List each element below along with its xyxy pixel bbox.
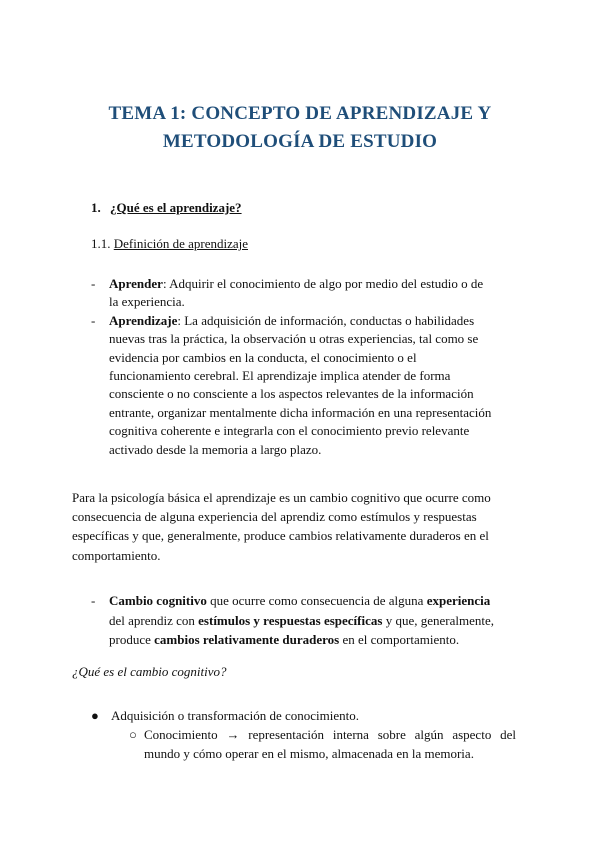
definition-text: cognitiva coherente e integrarla con el conocimiento previo relevante: [109, 423, 470, 439]
page-title: [0, 100, 600, 156]
question-heading: ¿Qué es el cambio cognitivo?: [72, 664, 227, 679]
bold-term: cambios relativamente duraderos: [154, 632, 340, 648]
definition-term: Aprender: [109, 276, 163, 291]
definition-text: : La adquisición de información, conductas o habilidades: [177, 312, 475, 328]
paragraph-line: específicas y que, generalmente, produce cambios relativamente duraderos en el: [72, 528, 489, 544]
summary-text: en el comportamiento.: [339, 632, 460, 648]
title-line-1: TEMA 1: CONCEPTO DE APRENDIZAJE Y: [108, 103, 492, 124]
definition-list: [91, 275, 531, 459]
section-heading: [91, 200, 242, 216]
bullet-list: [91, 706, 531, 763]
summary-text: que ocurre como consecuencia de alguna: [206, 593, 427, 608]
sub-list-item-text: Conocimiento → representación interna sobre algún aspecto del: [144, 727, 516, 742]
sub-list-item: [129, 725, 516, 763]
section-title: ¿Qué es el aprendizaje?: [110, 200, 242, 215]
summary-text: del aprendiz con: [109, 612, 199, 628]
definition-text: activado desde la memoria a largo plazo.: [109, 441, 322, 457]
summary-item: [91, 591, 549, 650]
definition-aprender: [91, 275, 531, 312]
definition-text: funcionamiento cerebral. El aprendizaje implica atender de forma: [109, 368, 451, 384]
definition-text: consciente o no consciente a los aspectos relevantes de la información: [109, 386, 474, 402]
definition-text: entrante, organizar mentalmente dicha información en una representación: [109, 404, 492, 420]
paragraph-line: comportamiento.: [72, 547, 161, 563]
definition-text: la experiencia.: [109, 294, 185, 310]
section-number: 1.: [91, 200, 101, 215]
definition-aprendizaje: [91, 312, 531, 459]
paragraph-line: Para la psicología básica el aprendizaje es un cambio cognitivo que ocurre como: [72, 490, 491, 505]
sub-list-item-text: mundo y cómo operar en el mismo, almacenada en la memoria.: [144, 746, 474, 761]
bullet-dot-icon: ●: [91, 708, 99, 723]
definition-term: Aprendizaje: [109, 312, 178, 328]
body-paragraph: [72, 488, 532, 565]
definition-text: nuevas tras la práctica, la observación u otras experiencias, tal como se: [109, 331, 479, 347]
list-item-text: Adquisición o transformación de conocimiento.: [111, 708, 360, 723]
summary-text: y que, generalmente,: [382, 612, 494, 628]
summary-text: produce: [109, 632, 155, 648]
bold-term: experiencia: [426, 593, 491, 608]
paragraph-line: consecuencia de alguna experiencia del aprendiz como estímulos y respuestas: [72, 509, 477, 525]
definition-text: : Adquirir el conocimiento de algo por medio del estudio o de: [162, 276, 484, 291]
subsection-heading: [91, 236, 248, 252]
subsection-number: 1.1.: [91, 236, 111, 251]
title-line-2: METODOLOGÍA DE ESTUDIO: [162, 131, 438, 152]
definition-text: evidencia por cambios en la conducta, el conocimiento o el: [109, 349, 417, 365]
bold-term: Cambio cognitivo: [109, 593, 207, 608]
bold-term: estímulos y respuestas específicas: [198, 612, 383, 628]
list-item: [91, 706, 531, 725]
subsection-title: Definición de aprendizaje: [113, 236, 249, 251]
dash-bullet: -: [91, 276, 96, 291]
dash-bullet: -: [91, 312, 96, 328]
dash-bullet: -: [91, 593, 96, 608]
bullet-circle-icon: ○: [129, 727, 137, 742]
